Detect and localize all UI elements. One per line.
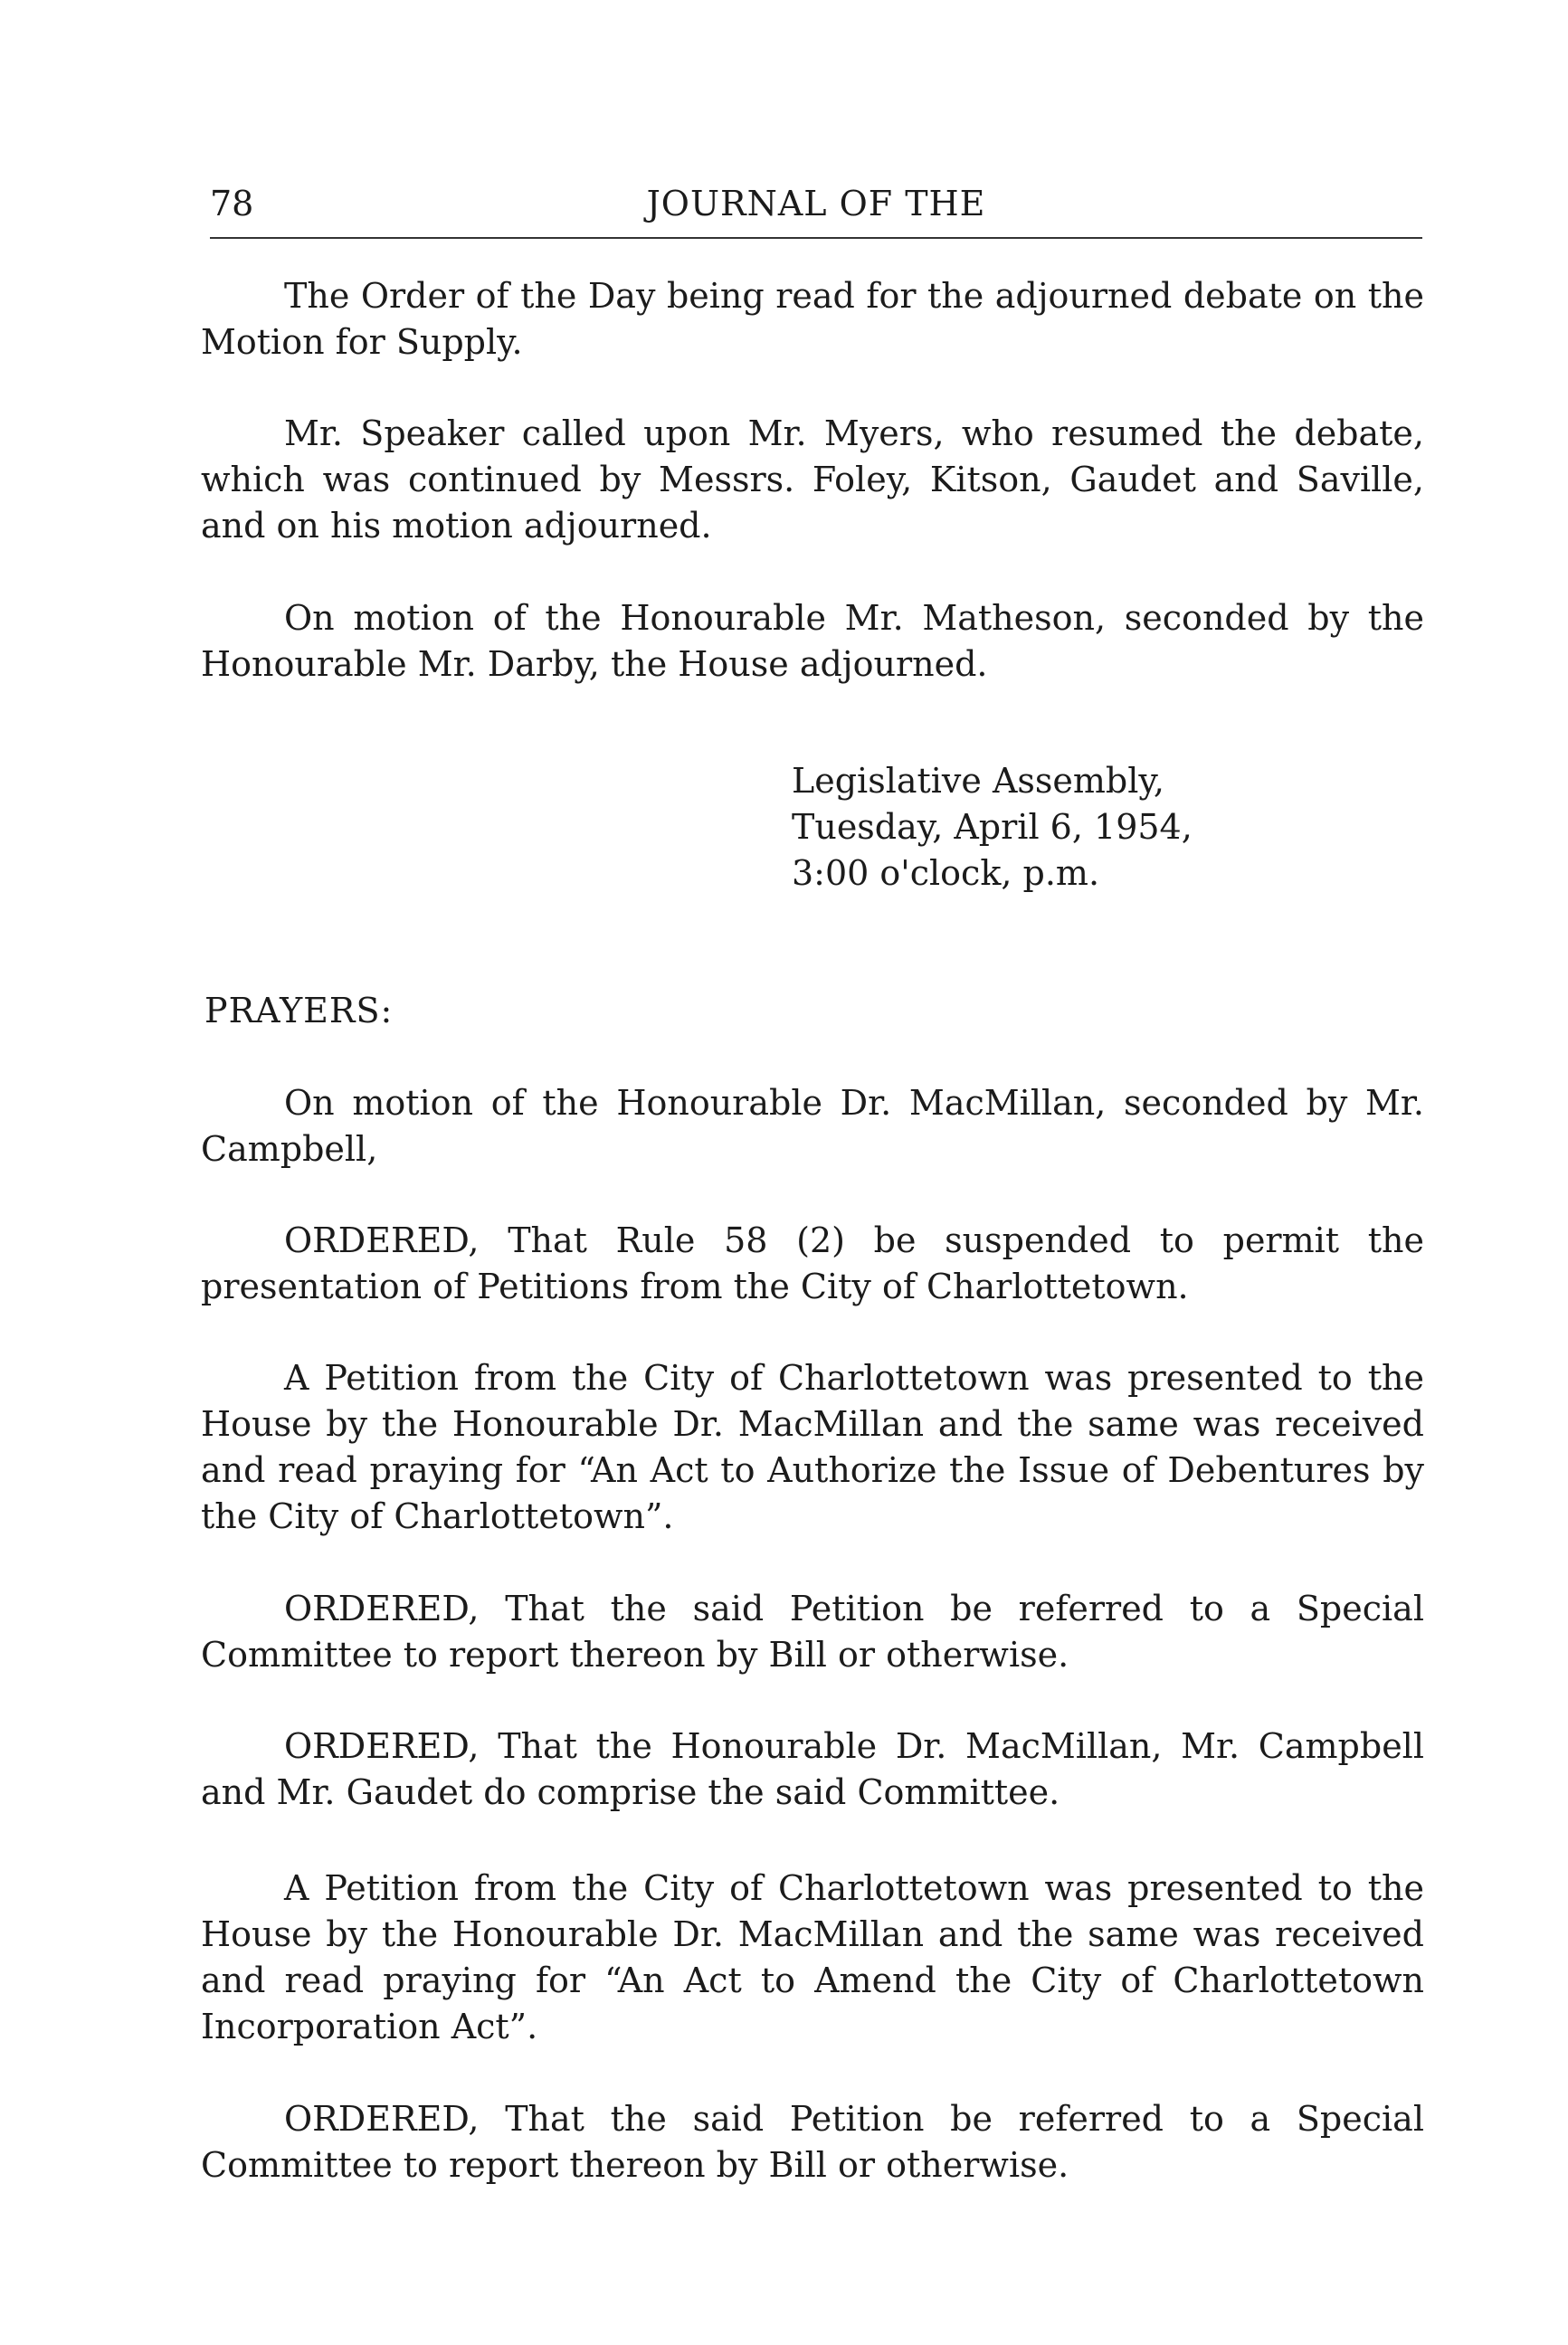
sitting-date: Tuesday, April 6, 1954,: [792, 807, 1193, 847]
paragraph-order-of-day: The Order of the Day being read for the adjourned debate on the Motion for Supply.: [201, 276, 1424, 362]
page-number: 78: [210, 184, 254, 223]
sitting-dateline: [792, 758, 1298, 897]
paragraph-debate: Mr. Speaker called upon Mr. Myers, who resumed the debate, which was continued by Messrs. Foley, Kitson, Gaudet and Saville, and on his motion adjourned.: [201, 413, 1424, 546]
paragraph-motion-macmillan: On motion of the Honourable Dr. MacMillan, seconded by Mr. Campbell,: [201, 1083, 1424, 1169]
paragraph-ordered-rule-58: ORDERED, That Rule 58 (2) be suspended to permit the presentation of Petitions from the City of Charlottetown.: [201, 1220, 1424, 1306]
sitting-time: 3:00 o'clock, p.m.: [792, 853, 1100, 893]
page-header: [210, 176, 1422, 231]
paragraph-ordered-referred-2: ORDERED, That the said Petition be referred to a Special Committee to report thereon by Bill or otherwise.: [201, 2099, 1424, 2185]
running-title: JOURNAL OF THE: [646, 184, 986, 223]
sitting-assembly: Legislative Assembly,: [792, 761, 1164, 801]
paragraph-petition-debentures: A Petition from the City of Charlottetown was presented to the House by the Honourable Dr. MacMillan and the same was received and read praying for “An Act to Authorize the Issue of Debentures by the City of Charlottetown”.: [201, 1358, 1424, 1536]
paragraph-house-adjourned: On motion of the Honourable Mr. Matheson, seconded by the Honourable Mr. Darby, the House adjourned.: [201, 598, 1424, 684]
paragraph-ordered-referred-1: ORDERED, That the said Petition be referred to a Special Committee to report thereon by Bill or otherwise.: [201, 1589, 1424, 1675]
paragraph-petition-incorporation: A Petition from the City of Charlottetown was presented to the House by the Honourable Dr. MacMillan and the same was received and read praying for “An Act to Amend the City of Charlottetown Incorporation Act”.: [201, 1868, 1424, 2046]
prayers-heading: PRAYERS:: [204, 991, 394, 1030]
header-rule: [210, 237, 1422, 239]
paragraph-ordered-committee: ORDERED, That the Honourable Dr. MacMillan, Mr. Campbell and Mr. Gaudet do comprise the said Committee.: [201, 1726, 1424, 1812]
